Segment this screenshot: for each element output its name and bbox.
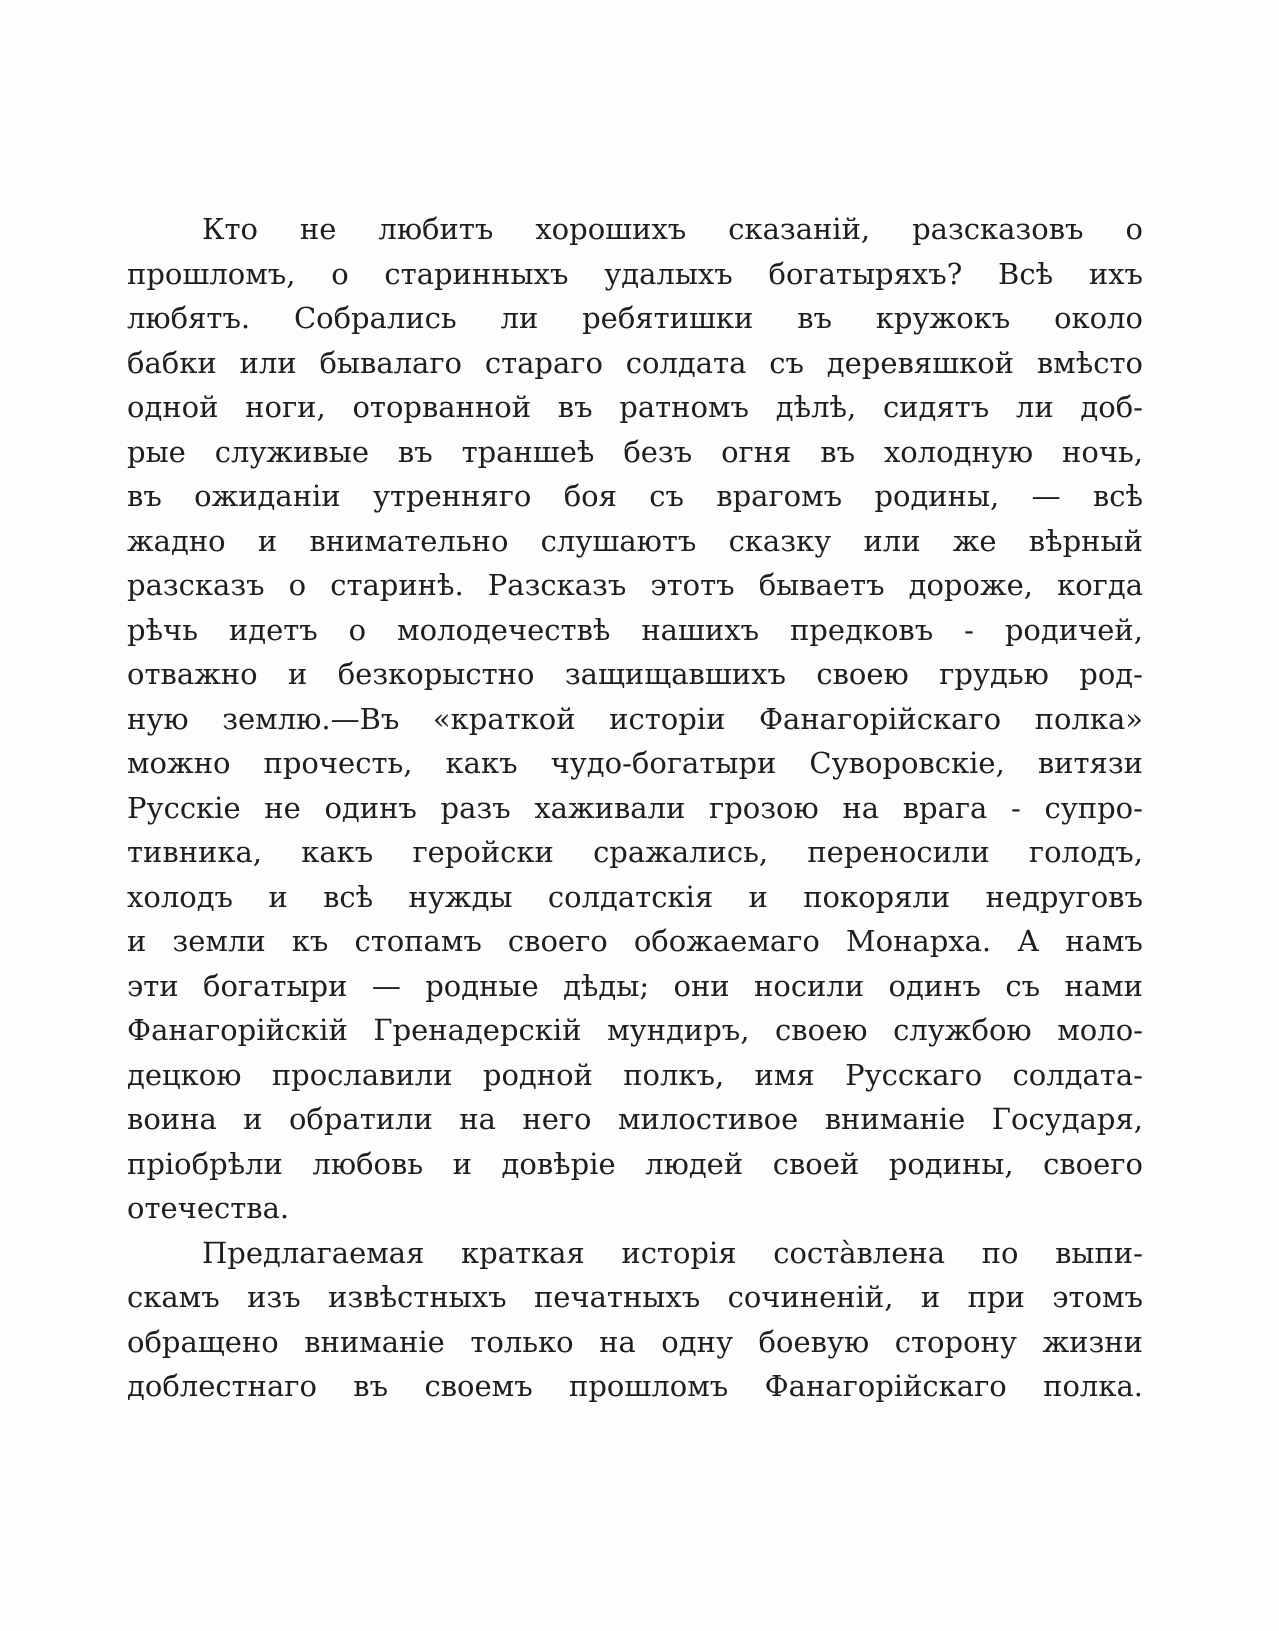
word: ноги,: [245, 390, 326, 424]
word: же: [952, 523, 997, 558]
word: Фанагорійскаго: [758, 701, 1002, 736]
word: мундиръ,: [607, 1013, 750, 1047]
word: только: [470, 1324, 574, 1359]
word: и: [287, 657, 308, 691]
word: и: [452, 1146, 472, 1181]
word: этомъ: [1052, 1280, 1143, 1314]
word: не: [299, 212, 337, 246]
word: Всѣ: [998, 256, 1054, 291]
word: ночь,: [1062, 434, 1143, 469]
word: имя: [754, 1057, 815, 1092]
word: вниманіе: [824, 1102, 966, 1136]
word: извѣстныхъ: [328, 1280, 507, 1314]
word: какъ: [301, 835, 374, 869]
word: солдатскія: [547, 879, 714, 914]
word: печатныхъ: [533, 1280, 701, 1314]
word: разсказъ: [127, 568, 265, 602]
word: довѣріе: [501, 1146, 616, 1181]
word: своемъ: [424, 1369, 533, 1403]
word: любовь: [312, 1146, 424, 1181]
word: службою: [893, 1013, 1032, 1047]
word: родины,: [874, 479, 1000, 513]
text-line: [127, 474, 1143, 519]
word: недруговъ: [985, 879, 1143, 914]
word: -: [1011, 790, 1021, 825]
text-line: [127, 252, 1143, 297]
text-line: [127, 1275, 1143, 1320]
word: Разсказъ: [487, 568, 627, 602]
word: нашихъ: [641, 612, 760, 647]
word: этотъ: [650, 568, 735, 602]
word: доблестнаго: [127, 1369, 317, 1403]
word: или: [239, 345, 297, 380]
word: Собрались: [293, 301, 457, 335]
word: въ: [557, 390, 593, 424]
word: одинъ: [324, 790, 417, 825]
word: хаживали: [534, 790, 686, 825]
word: о: [348, 612, 367, 647]
word: о: [288, 568, 307, 602]
text-line: [127, 697, 1143, 742]
word: вмѣсто: [1036, 345, 1143, 380]
word: своего: [507, 924, 608, 958]
word: ребятишки: [582, 301, 754, 335]
word: богатыри: [203, 968, 348, 1003]
word: своей: [772, 1146, 860, 1181]
text-line: [127, 875, 1143, 920]
word: сторону: [894, 1324, 1017, 1359]
word: всѣ: [323, 879, 374, 914]
word: исторія: [621, 1235, 737, 1270]
text-line: [127, 563, 1143, 608]
word: своего: [1043, 1146, 1143, 1181]
word: ожиданіи: [194, 479, 341, 513]
word: супро-: [1044, 790, 1143, 825]
word: Суворовскіе,: [809, 746, 1005, 780]
word: когда: [1057, 568, 1143, 602]
text-line: [127, 519, 1143, 564]
word: утренняго: [372, 479, 532, 513]
word: въ: [397, 434, 433, 469]
word: обратили: [288, 1102, 433, 1136]
word: доб-: [1080, 390, 1143, 424]
word: жадно: [127, 523, 226, 558]
word: стопамъ: [354, 924, 482, 958]
word: родной: [482, 1057, 593, 1092]
word: своею: [816, 657, 909, 691]
text-line: [127, 830, 1143, 875]
word: -: [964, 612, 974, 647]
word: Русскаго: [845, 1057, 983, 1092]
word: голодъ,: [1028, 835, 1143, 869]
word: о: [331, 256, 349, 291]
word: дороже,: [908, 568, 1033, 602]
word: рѣчь: [127, 612, 199, 647]
text-line: [127, 786, 1143, 831]
word: Фанагорійскій: [127, 1013, 348, 1047]
word: старинныхъ: [384, 256, 569, 291]
text-line: [127, 1008, 1143, 1053]
word: и: [268, 879, 288, 914]
text-line: [127, 385, 1143, 430]
word: чудо-богатыри: [550, 746, 777, 780]
word: нами: [1064, 968, 1143, 1003]
word: по: [981, 1235, 1019, 1270]
word: ли: [500, 301, 539, 335]
word: и: [920, 1280, 941, 1314]
word: обожаемаго: [633, 924, 820, 958]
word: вѣрный: [1028, 523, 1143, 558]
word: носили: [754, 968, 865, 1003]
word: удалыхъ: [604, 256, 733, 291]
word: одинъ: [888, 968, 981, 1003]
word: прославили: [271, 1057, 453, 1092]
word: рые: [127, 434, 186, 469]
word: вниманіе: [304, 1324, 445, 1359]
text-line: [127, 207, 1143, 252]
word: геройски: [412, 835, 554, 869]
word: жизни: [1042, 1324, 1143, 1359]
word: служивые: [214, 434, 370, 469]
word: ихъ: [1088, 256, 1143, 291]
word: земли: [172, 924, 266, 958]
word: намъ: [1065, 924, 1143, 958]
word: родичей,: [1004, 612, 1143, 647]
paragraph: [127, 1231, 1143, 1409]
word: или: [863, 523, 921, 558]
word: «краткой: [432, 701, 576, 736]
word: одной: [127, 390, 219, 424]
word: одну: [661, 1324, 734, 1359]
word: около: [1054, 301, 1143, 335]
word: эти: [127, 968, 179, 1003]
word: дѣлѣ,: [775, 390, 857, 424]
word: какъ: [445, 746, 518, 780]
text-line: [127, 1364, 1143, 1409]
word: родные: [425, 968, 539, 1003]
word: молодечествѣ: [397, 612, 611, 647]
text-line: [127, 919, 1143, 964]
word: не: [264, 790, 301, 825]
word: тивника,: [127, 835, 262, 869]
word: слушаютъ: [540, 523, 697, 558]
word: безъ: [623, 434, 693, 469]
word: переносили: [807, 835, 990, 869]
word: въ: [820, 434, 856, 469]
word: —: [1031, 479, 1061, 513]
word: прошломъ: [569, 1369, 729, 1403]
word: Предлагаемая: [202, 1235, 425, 1270]
word: своею: [775, 1013, 868, 1047]
word: —: [371, 968, 401, 1003]
word: хорошихъ: [535, 212, 687, 246]
word: нужды: [408, 879, 513, 914]
word: и: [748, 879, 768, 914]
word: грозою: [709, 790, 819, 825]
word: къ: [291, 924, 329, 958]
word: воина: [127, 1102, 217, 1136]
word: при: [967, 1280, 1025, 1314]
word: прочесть,: [263, 746, 413, 780]
word: покоряли: [803, 879, 951, 914]
word: и: [127, 924, 147, 958]
word: сочиненій,: [727, 1280, 894, 1314]
text-line: [127, 1320, 1143, 1365]
word: любитъ: [378, 212, 494, 246]
word: въ: [127, 479, 162, 513]
word: полка»: [1034, 701, 1143, 736]
word: грудью: [939, 657, 1049, 691]
word: землю.—Въ: [222, 701, 400, 736]
word: разъ: [440, 790, 511, 825]
word: бабки: [127, 345, 217, 380]
word: А: [1017, 924, 1040, 958]
word: и: [257, 523, 278, 558]
word: солдата-: [1012, 1057, 1143, 1092]
word: него: [522, 1102, 592, 1136]
word: полкъ,: [623, 1057, 725, 1092]
word: любятъ.: [127, 301, 251, 335]
word: стараго: [484, 345, 603, 380]
word: холодную: [883, 434, 1034, 469]
word: оторванной: [352, 390, 532, 424]
word: витязи: [1037, 746, 1143, 780]
word: и: [243, 1102, 263, 1136]
word: род-: [1079, 657, 1143, 691]
word: бываетъ: [758, 568, 885, 602]
word: безкорыстно: [337, 657, 535, 691]
word: ную: [127, 701, 189, 736]
word: съ: [649, 479, 684, 513]
word: о: [1125, 212, 1143, 246]
word: выпи-: [1055, 1235, 1143, 1270]
text-line: [127, 341, 1143, 386]
word: Фанагорійскаго: [764, 1369, 1007, 1403]
word: на: [459, 1102, 496, 1136]
word: Кто: [202, 212, 258, 246]
word: людей: [645, 1146, 744, 1181]
word: разсказовъ: [912, 212, 1084, 246]
word: солдата: [625, 345, 747, 380]
word: идетъ: [228, 612, 318, 647]
word: предковъ: [789, 612, 934, 647]
text-block: [127, 207, 1143, 1409]
word: Государя,: [991, 1102, 1143, 1136]
word: траншеѣ: [461, 434, 595, 469]
word: можно: [127, 746, 231, 780]
text-line: [127, 1097, 1143, 1142]
word: отважно: [127, 657, 258, 691]
word: пріобрѣли: [127, 1146, 283, 1181]
word: съ: [1005, 968, 1041, 1003]
word: моло-: [1057, 1013, 1143, 1047]
word: прошломъ,: [127, 256, 296, 291]
text-line: [127, 296, 1143, 341]
word: на: [599, 1324, 636, 1359]
word: защищавшихъ: [564, 657, 786, 691]
word: сказаній,: [728, 212, 871, 246]
word: съ: [769, 345, 804, 380]
word: краткая: [461, 1235, 585, 1270]
text-line: [127, 652, 1143, 697]
word: кружокъ: [875, 301, 1011, 335]
word: врагомъ: [716, 479, 843, 513]
text-line: [127, 1142, 1143, 1187]
text-line: [127, 741, 1143, 786]
word: исторіи: [609, 701, 726, 736]
word: родины,: [888, 1146, 1014, 1181]
text-line: [127, 964, 1143, 1009]
word: холодъ: [127, 879, 234, 914]
word: сражались,: [593, 835, 769, 869]
word: полка.: [1043, 1369, 1143, 1403]
word: въ: [353, 1369, 389, 1403]
word: изъ: [247, 1280, 301, 1314]
text-line: [127, 1053, 1143, 1098]
word: въ: [797, 301, 832, 335]
word: скамъ: [127, 1280, 220, 1314]
text-line: [127, 1231, 1143, 1276]
word: соста̀влена: [773, 1235, 946, 1270]
word: Русскіе: [127, 790, 241, 825]
word: милостивое: [617, 1102, 799, 1136]
word: богатыряхъ?: [768, 256, 963, 291]
word: Монарха.: [845, 924, 992, 958]
text-line: [127, 430, 1143, 475]
word: внимательно: [309, 523, 509, 558]
word: врага: [902, 790, 988, 825]
paragraph: [127, 207, 1143, 1231]
word: сидятъ: [882, 390, 990, 424]
word: децкою: [127, 1057, 242, 1092]
word: деревяшкой: [826, 345, 1015, 380]
word: обращено: [127, 1324, 279, 1359]
word: они: [673, 968, 730, 1003]
word: огня: [721, 434, 792, 469]
word: боевую: [758, 1324, 870, 1359]
word: ратномъ: [619, 390, 749, 424]
word: Гренадерскій: [373, 1013, 582, 1047]
word: старинѣ.: [330, 568, 464, 602]
word: всѣ: [1092, 479, 1143, 513]
word: на: [842, 790, 880, 825]
text-line: [127, 608, 1143, 653]
word: дѣды;: [563, 968, 650, 1003]
word: бывалаго: [319, 345, 462, 380]
word: боя: [563, 479, 617, 513]
text-line: отечества.: [127, 1191, 290, 1225]
word: ли: [1015, 390, 1054, 424]
word: сказку: [728, 523, 832, 558]
